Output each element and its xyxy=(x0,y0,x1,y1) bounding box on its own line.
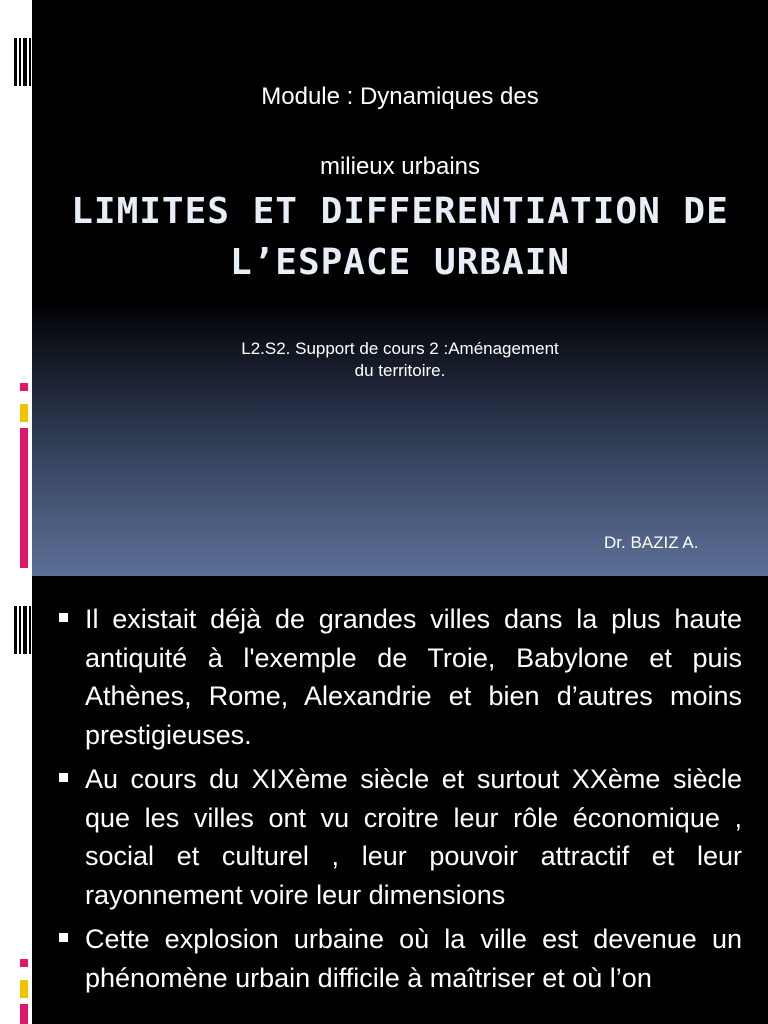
list-item xyxy=(56,920,742,997)
content-slide xyxy=(0,576,768,1024)
bullet-list xyxy=(56,600,742,1003)
bullet-square-icon xyxy=(59,933,68,942)
author-name: Dr. BAZIZ A. xyxy=(604,533,699,552)
list-item xyxy=(56,760,742,914)
accent-mark-pink xyxy=(20,959,28,967)
accent-mark-yellow xyxy=(20,404,28,422)
accent-mark-yellow xyxy=(20,980,28,998)
bullet-text: Cette explosion urbaine où la ville est devenue un phénomène urbain difficile à maîtriser et où l’on xyxy=(85,924,742,993)
slide-subtitle xyxy=(32,338,768,382)
slide-left-edge xyxy=(0,576,32,1024)
slide-title xyxy=(32,186,768,288)
bullet-square-icon xyxy=(59,613,68,622)
list-item xyxy=(56,600,742,754)
subtitle-line-2: du territoire. xyxy=(354,361,446,380)
subtitle-line-1: L2.S2. Support de cours 2 :Aménagement xyxy=(241,339,559,358)
slide-left-edge xyxy=(0,0,32,576)
bullet-text: Au cours du XIXème siècle et surtout XXème siècle que les villes ont vu croitre leur rôle économique , social et culturel , leur pouvoir attractif et leur rayonnement voire leur dimensions xyxy=(85,764,742,910)
accent-mark-pink xyxy=(20,383,28,391)
decorative-barcode xyxy=(14,576,34,1024)
title-line-1: LIMITES ET DIFFERENTIATION DE xyxy=(71,191,729,232)
module-line-1: Module : Dynamiques des xyxy=(261,83,539,110)
title-line-2: L’ESPACE URBAIN xyxy=(229,242,571,283)
bullet-text: Il existait déjà de grandes villes dans la plus haute antiquité à l'exemple de Troie, Babylone et puis Athènes, Rome, Alexandrie et bien d’autres moins prestigieuses. xyxy=(85,604,742,750)
bullet-square-icon xyxy=(59,773,68,782)
module-line-2: milieux urbains xyxy=(319,153,481,180)
accent-bar-pink xyxy=(20,428,28,568)
accent-bar-pink xyxy=(20,1004,28,1024)
